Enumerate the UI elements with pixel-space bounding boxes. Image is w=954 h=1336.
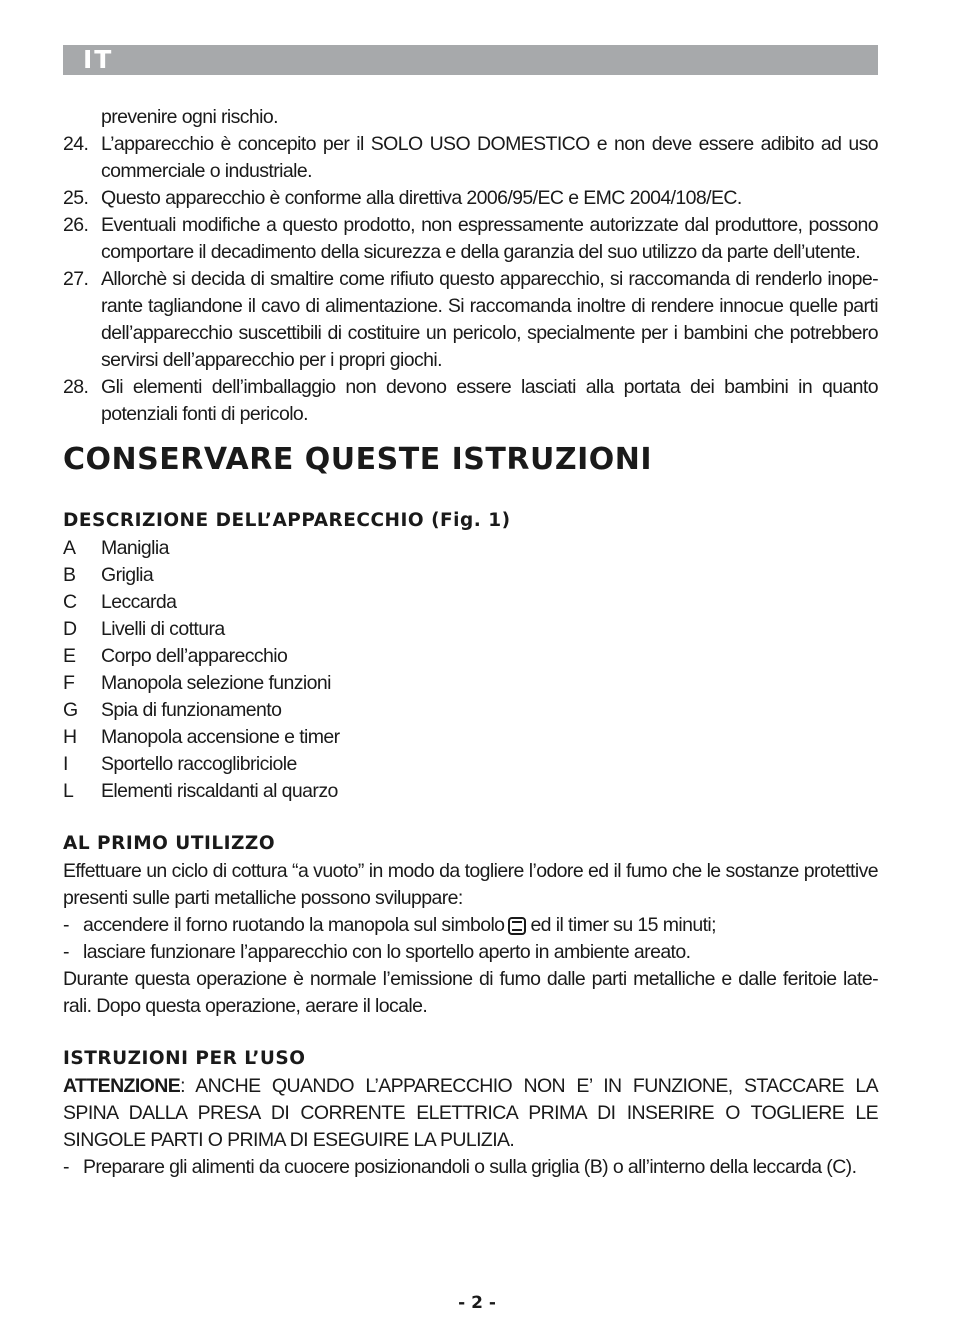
main-title: CONSERVARE QUESTE ISTRUZIONI bbox=[63, 442, 653, 477]
first-use-section bbox=[63, 858, 878, 1020]
list-item: L Elementi riscaldanti al quarzo bbox=[63, 780, 338, 802]
first-use-bullet-2: - lasciare funzionare l’apparecchio con lo sportello aperto in ambiente areato. bbox=[63, 941, 691, 963]
first-use-outro: Durante questa operazione è normale l’emissione di fumo dalle parti metalliche e dalle feritoie late-rali. Dopo questa operazione, aerare il locale. bbox=[63, 968, 878, 1017]
safety-list bbox=[63, 104, 878, 428]
list-item: G Spia di funzionamento bbox=[63, 699, 282, 721]
list-item: B Griglia bbox=[63, 564, 154, 586]
list-item: F Manopola selezione funzioni bbox=[63, 672, 331, 694]
list-item: I Sportello raccoglibriciole bbox=[63, 753, 297, 775]
language-header-bar bbox=[63, 45, 878, 75]
oven-function-icon bbox=[508, 917, 526, 935]
description-heading: DESCRIZIONE DELL’APPARECCHIO (Fig. 1) bbox=[63, 510, 511, 531]
list-item: E Corpo dell’apparecchio bbox=[63, 645, 288, 667]
list-item: C Leccarda bbox=[63, 591, 177, 613]
list-item: A Maniglia bbox=[63, 537, 169, 559]
usage-section bbox=[63, 1073, 878, 1181]
continuation-text: prevenire ogni rischio. bbox=[101, 106, 278, 128]
parts-list bbox=[63, 535, 663, 805]
language-code: IT bbox=[83, 45, 114, 74]
first-use-intro: Effettuare un ciclo di cottura “a vuoto” in modo da togliere l’odore ed il fumo che le sostanze protettive presenti sulle parti metalliche possono sviluppare: bbox=[63, 860, 878, 909]
usage-warning: ATTENZIONE: ANCHE QUANDO L’APPARECCHIO NON E’ IN FUNZIONE, STACCARE LA SPINA DALLA PRESA DI CORRENTE ELETTRICA PRIMA DI INSERIRE O TOGLIERE LE SINGOLE PARTI O PRIMA DI ESEGUIRE LA PULIZIA. bbox=[63, 1075, 878, 1151]
first-use-bullet-1: - accendere il forno ruotando la manopola sul simbolo ed il timer su 15 minuti; bbox=[63, 914, 716, 936]
list-item: D Livelli di cottura bbox=[63, 618, 225, 640]
warning-label: ATTENZIONE bbox=[63, 1075, 181, 1097]
page-number: - 2 - bbox=[458, 1293, 496, 1313]
usage-bullet-1: - Preparare gli alimenti da cuocere posizionandoli o sulla griglia (B) o all’interno della leccarda (C). bbox=[63, 1156, 857, 1178]
first-use-heading: AL PRIMO UTILIZZO bbox=[63, 833, 276, 854]
usage-heading: ISTRUZIONI PER L’USO bbox=[63, 1048, 306, 1069]
list-item-26: 26. Eventuali modifiche a questo prodotto, non espressamente autorizzate dal produttore, possono comportare il decadimento della sicurezza e della garanzia del suo utilizzo da parte dell’utente. bbox=[63, 214, 878, 263]
list-item-27: 27. Allorchè si decida di smaltire come rifiuto questo apparecchio, si raccomanda di renderlo inope-rante tagliandone il cavo di alimentazione. Si raccomanda inoltre di rendere innocue quelle parti dell’apparecchio suscettibili di costituire un pericolo, specialmente per i bambini che potrebbero servirsi dell’apparecchio per i propri giochi. bbox=[63, 268, 878, 371]
list-item-24: 24. L’apparecchio è concepito per il SOLO USO DOMESTICO e non deve essere adibito ad uso commerciale o industriale. bbox=[63, 133, 878, 182]
list-item: H Manopola accensione e timer bbox=[63, 726, 340, 748]
list-item-25: 25. Questo apparecchio è conforme alla direttiva 2006/95/EC e EMC 2004/108/EC. bbox=[63, 187, 742, 209]
list-item-28: 28. Gli elementi dell’imballaggio non devono essere lasciati alla portata dei bambini in quanto potenziali fonti di pericolo. bbox=[63, 376, 878, 425]
